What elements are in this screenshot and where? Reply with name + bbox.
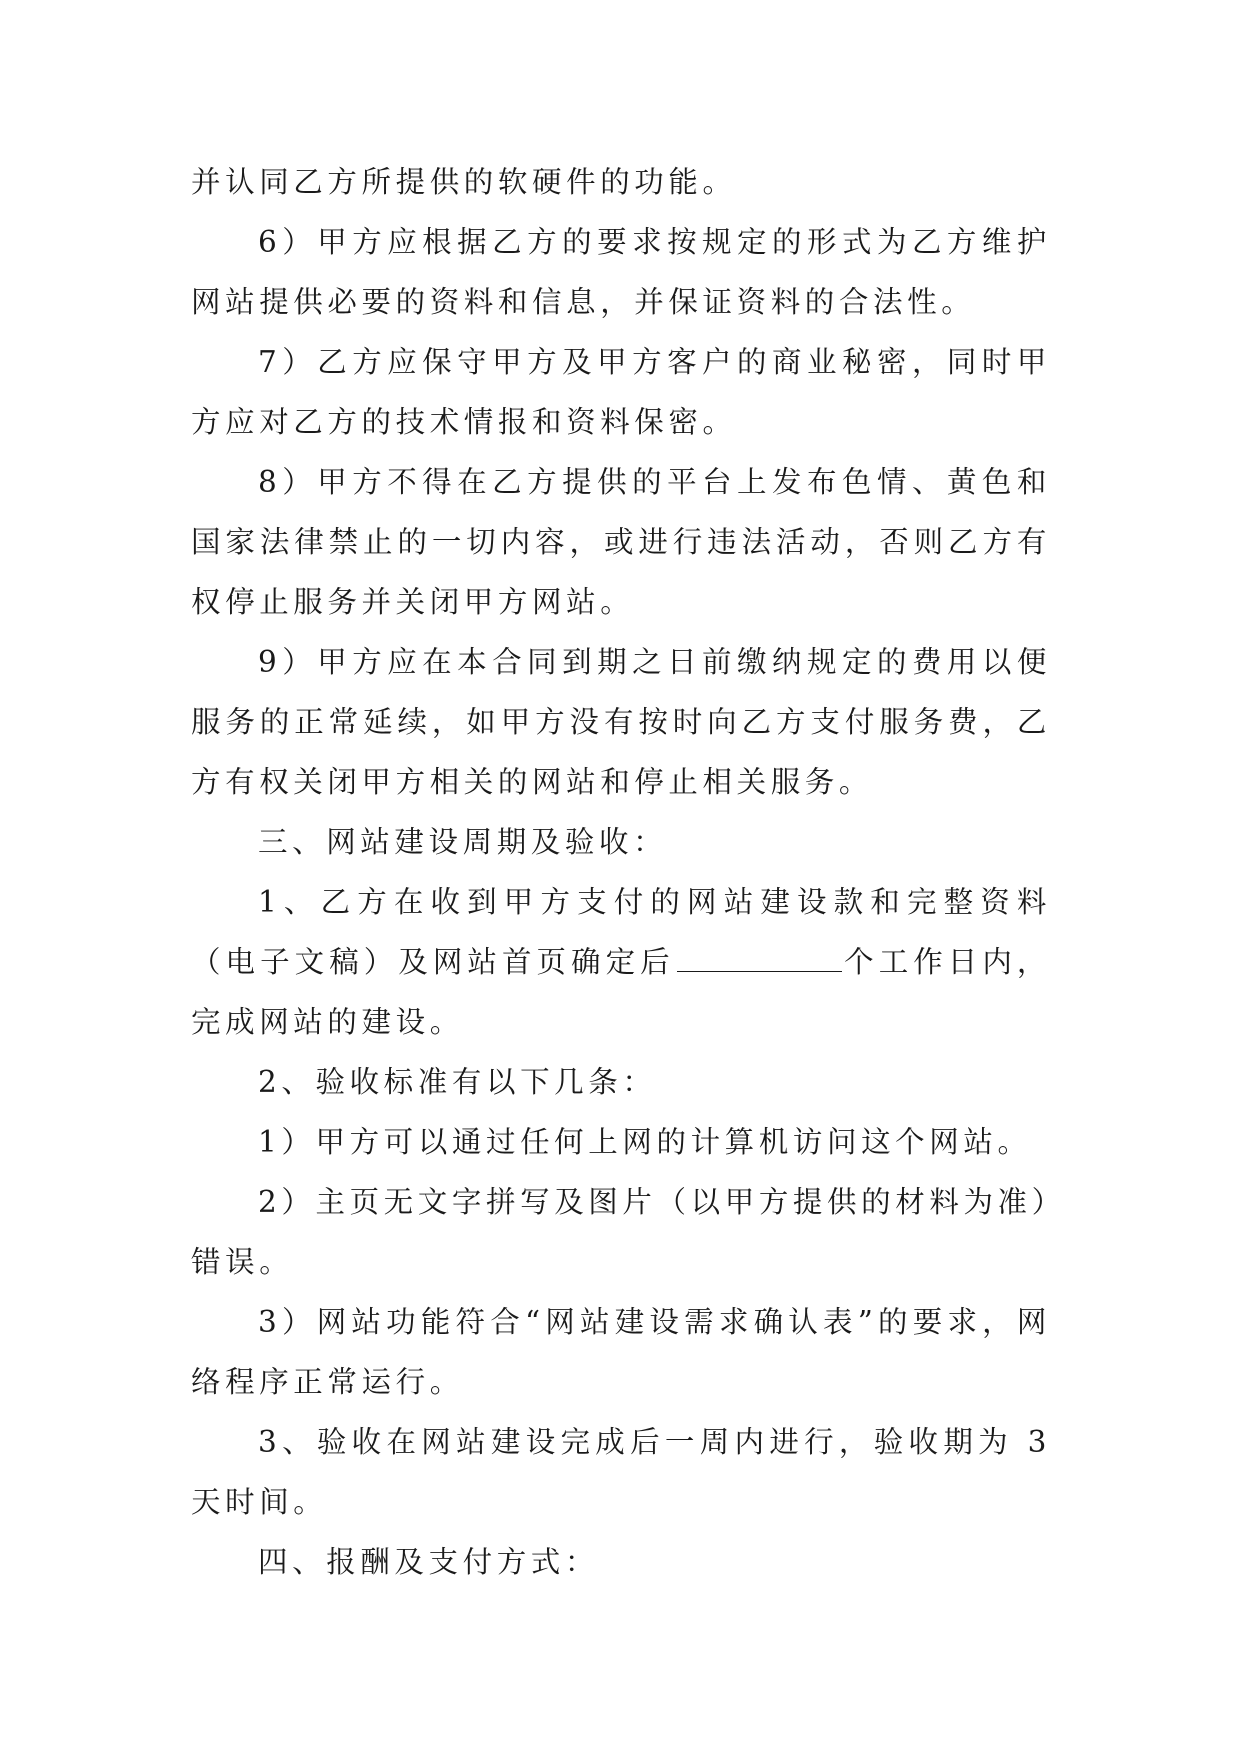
paragraph: 3）网站功能符合“网站建设需求确认表”的要求，网络程序正常运行。 — [191, 1305, 1051, 1399]
paragraph: 8）甲方不得在乙方提供的平台上发布色情、黄色和国家法律禁止的一切内容，或进行违法活动，否则乙方有权停止服务并关闭甲方网站。 — [191, 465, 1051, 619]
document-body — [191, 152, 1051, 1592]
paragraph: 2）主页无文字拼写及图片（以甲方提供的材料为准）错误。 — [191, 1185, 1051, 1279]
paragraph: 7）乙方应保守甲方及甲方客户的商业秘密，同时甲方应对乙方的技术情报和资料保密。 — [191, 345, 1051, 439]
paragraph: 9）甲方应在本合同到期之日前缴纳规定的费用以便服务的正常延续，如甲方没有按时向乙方支付服务费，乙方有权关闭甲方相关的网站和停止相关服务。 — [191, 645, 1051, 799]
paragraph: 2、验收标准有以下几条： — [258, 1065, 657, 1099]
paragraph: 并认同乙方所提供的软硬件的功能。 — [191, 165, 737, 199]
paragraph-text-part: 个工作日内，完成网站的建设。 — [191, 945, 1051, 1039]
fill-in-blank — [677, 941, 842, 972]
section-heading: 四、报酬及支付方式： — [258, 1545, 600, 1579]
paragraph: 6）甲方应根据乙方的要求按规定的形式为乙方维护网站提供必要的资料和信息，并保证资料的合法性。 — [191, 225, 1051, 319]
paragraph: 1）甲方可以通过任何上网的计算机访问这个网站。 — [258, 1125, 1032, 1159]
paragraph: 3、验收在网站建设完成后一周内进行，验收期为 3 天时间。 — [191, 1425, 1051, 1519]
paragraph-text-part: 1、乙方在收到甲方支付的网站建设款和完整资料（电子文稿）及网站首页确定后 — [191, 885, 1051, 979]
paragraph-with-blank — [191, 872, 1051, 1052]
section-heading: 三、网站建设周期及验收： — [258, 825, 668, 859]
